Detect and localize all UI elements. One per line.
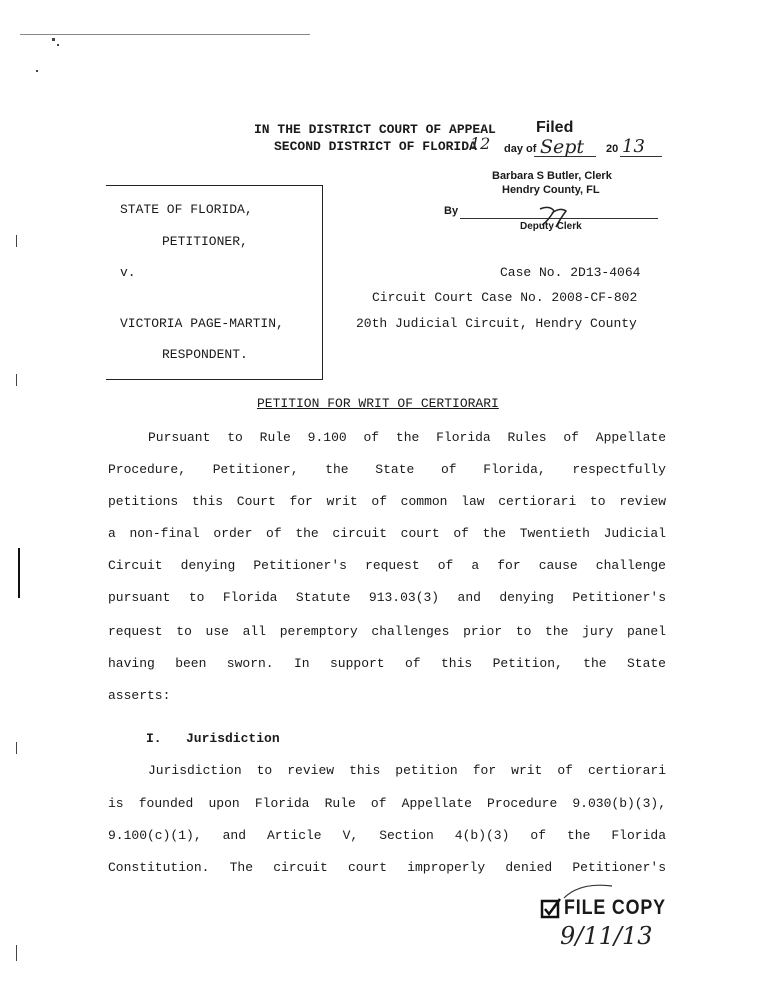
filed-month-value: Sept [540, 136, 585, 158]
margin-mark [16, 945, 17, 961]
file-copy-date: 9/11/13 [560, 922, 653, 950]
court-header-line1: IN THE DISTRICT COURT OF APPEAL [254, 122, 496, 137]
respondent-name: VICTORIA PAGE-MARTIN, [120, 316, 284, 331]
circuit-case-number: Circuit Court Case No. 2008-CF-802 [372, 290, 638, 305]
margin-mark [16, 374, 17, 386]
filed-day-value: 12 [470, 134, 491, 153]
paragraph-line: 9.100(c)(1), and Article V, Section 4(b)(3) of the Florida [108, 828, 666, 843]
paragraph-line: Procedure, Petitioner, the State of Florida, respectfully [108, 462, 666, 477]
petitioner-name: STATE OF FLORIDA, [120, 202, 253, 217]
paragraph-line: a non-final order of the circuit court of the Twentieth Judicial [108, 526, 666, 541]
paragraph-line: Circuit denying Petitioner's request of a for cause challenge [108, 558, 666, 573]
clerk-name: Barbara S Butler, Clerk [492, 170, 612, 182]
clerk-county: Hendry County, FL [502, 184, 600, 196]
paragraph-line: Constitution. The circuit court improperly denied Petitioner's [108, 860, 666, 875]
paragraph-line: asserts: [108, 688, 171, 703]
section-heading: Jurisdiction [186, 731, 280, 746]
filed-label: Filed [536, 119, 574, 136]
file-copy-label: FILE COPY [564, 896, 666, 919]
section-number: I. [146, 731, 162, 746]
paragraph-line: Jurisdiction to review this petition for writ of certiorari [148, 763, 666, 778]
scan-artifact-line [20, 34, 310, 35]
versus: v. [120, 265, 136, 280]
court-header-line2: SECOND DISTRICT OF FLORIDA [274, 139, 477, 154]
paragraph-line: Pursuant to Rule 9.100 of the Florida Rules of Appellate [148, 430, 666, 445]
scan-artifact-dot [36, 70, 38, 72]
filed-day-label: day of [504, 143, 537, 155]
paragraph-line: pursuant to Florida Statute 913.03(3) and denying Petitioner's [108, 590, 666, 605]
judicial-circuit: 20th Judicial Circuit, Hendry County [356, 316, 637, 331]
by-label: By [444, 205, 459, 217]
case-number: Case No. 2D13-4064 [500, 265, 641, 280]
checkbox-icon [540, 898, 562, 920]
paragraph-line: is founded upon Florida Rule of Appellate Procedure 9.030(b)(3), [108, 796, 666, 811]
respondent-role: RESPONDENT. [162, 347, 248, 362]
margin-mark [16, 235, 17, 247]
deputy-clerk-label: Deputy Clerk [520, 221, 582, 232]
petitioner-role: PETITIONER, [162, 234, 248, 249]
margin-mark [18, 548, 20, 598]
filed-year-value: 13 [622, 136, 645, 157]
paragraph-line: petitions this Court for writ of common law certiorari to review [108, 494, 666, 509]
document-title: PETITION FOR WRIT OF CERTIORARI [257, 396, 499, 411]
paragraph-line: having been sworn. In support of this Petition, the State [108, 656, 666, 671]
filed-year-prefix: 20 [606, 143, 619, 155]
paragraph-line: request to use all peremptory challenges prior to the jury panel [108, 624, 666, 639]
margin-mark [16, 742, 17, 754]
scan-artifact-dot [52, 38, 55, 41]
scan-artifact-dot [57, 44, 59, 46]
